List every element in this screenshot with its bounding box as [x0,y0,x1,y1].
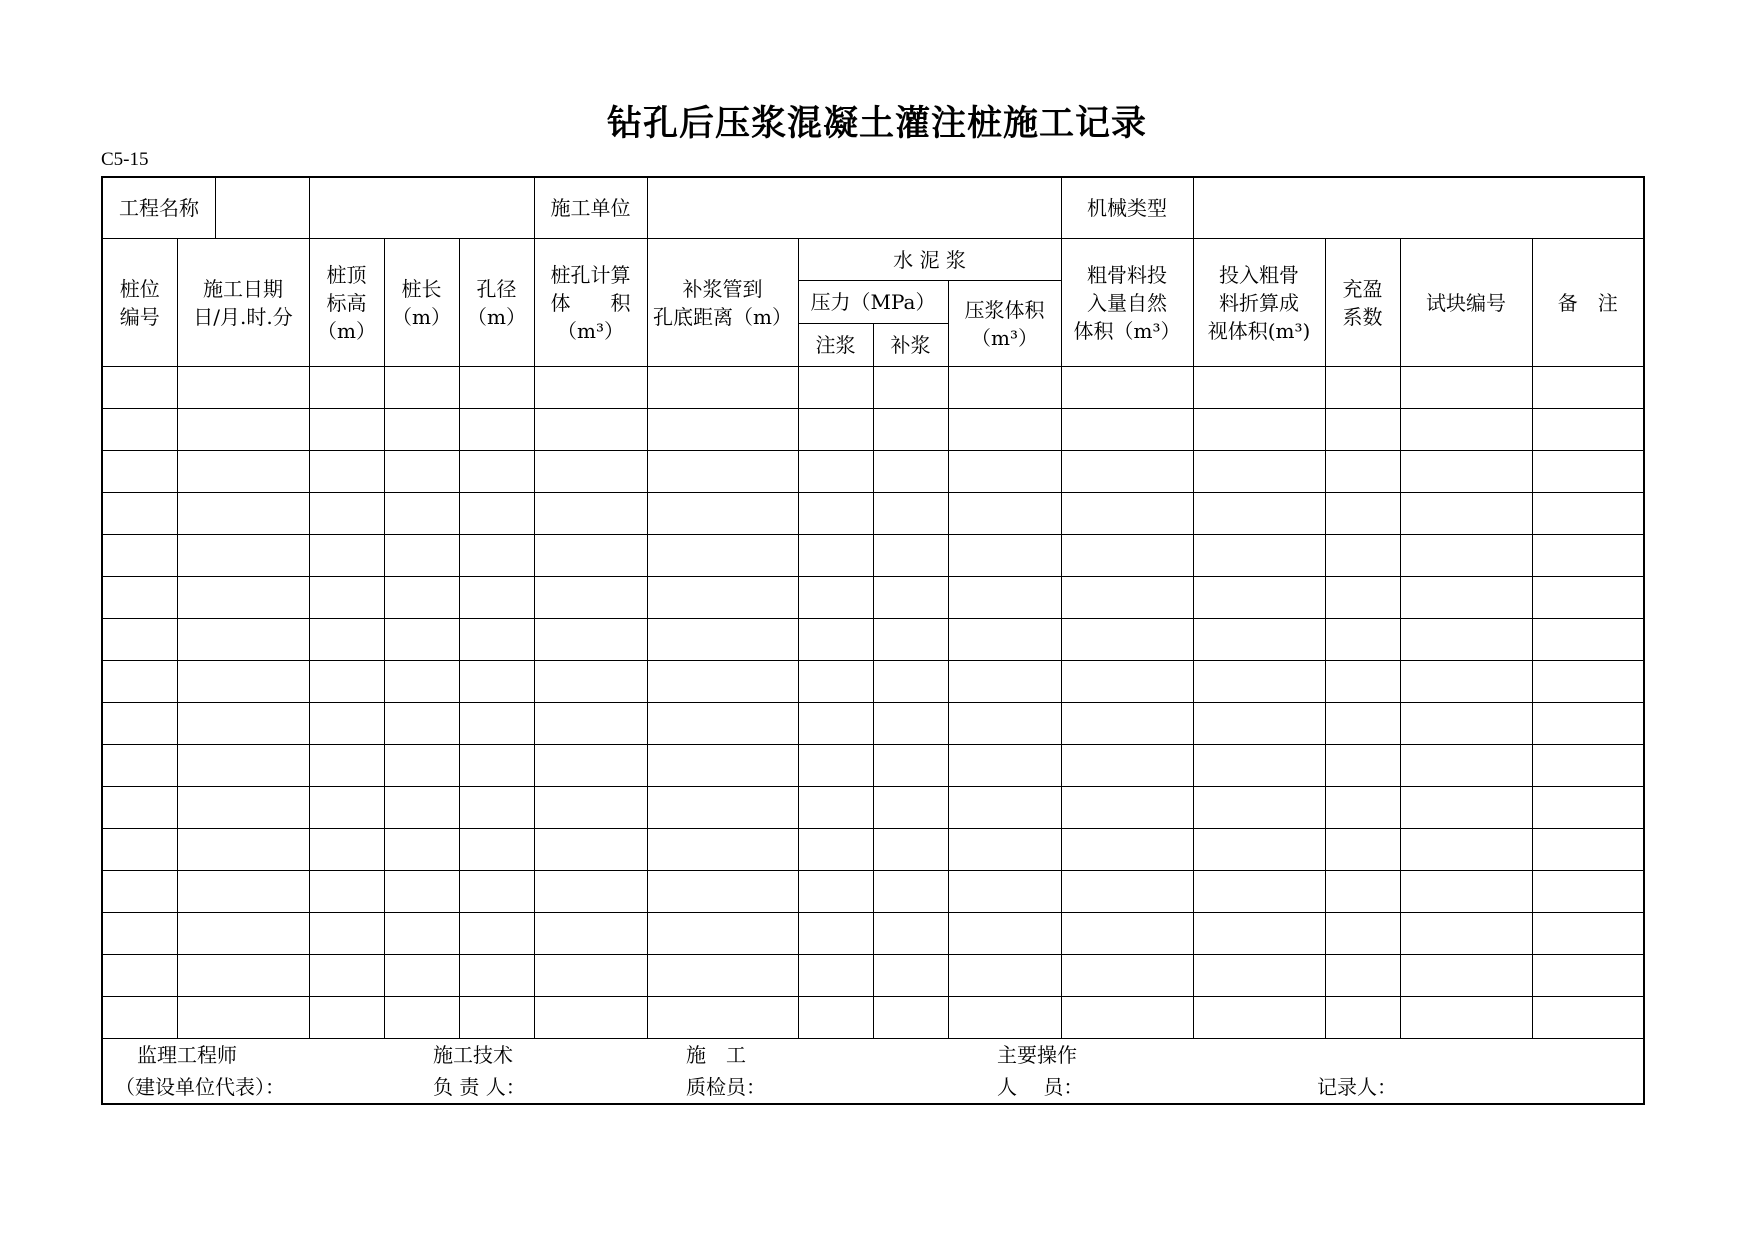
table-cell[interactable] [948,913,1061,955]
table-cell[interactable] [177,913,309,955]
table-cell[interactable] [1325,577,1400,619]
col-remarks: 备 注 [1532,239,1644,367]
table-cell[interactable] [873,367,948,409]
table-cell[interactable] [1061,997,1193,1039]
table-cell[interactable] [534,913,647,955]
table-cell[interactable] [102,367,177,409]
col-cement-slurry: 水 泥 浆 [798,239,1061,281]
table-cell[interactable] [1061,829,1193,871]
qc-label-2: 质检员： [686,1075,766,1099]
table-cell[interactable] [102,409,177,451]
table-cell[interactable] [102,871,177,913]
table-cell[interactable] [309,871,384,913]
col-diameter: 孔径 （m） [459,239,534,367]
table-cell[interactable] [309,913,384,955]
table-cell[interactable] [459,493,534,535]
table-cell[interactable] [798,703,873,745]
col-coarse-compacted: 投入粗骨 料折算成 视体积(m³) [1193,239,1325,367]
table-row [102,745,1644,787]
table-cell[interactable] [1400,829,1532,871]
table-cell[interactable] [647,997,798,1039]
table-cell[interactable] [1061,871,1193,913]
table-row [102,829,1644,871]
table-cell[interactable] [647,661,798,703]
col-sample-no: 试块编号 [1400,239,1532,367]
table-cell[interactable] [459,913,534,955]
table-cell[interactable] [948,829,1061,871]
table-cell[interactable] [384,409,459,451]
table-cell[interactable] [948,703,1061,745]
table-cell[interactable] [384,997,459,1039]
table-cell[interactable] [798,871,873,913]
table-cell[interactable] [1193,661,1325,703]
table-cell[interactable] [948,493,1061,535]
table-cell[interactable] [102,955,177,997]
table-cell[interactable] [948,619,1061,661]
table-cell[interactable] [873,787,948,829]
table-cell[interactable] [873,493,948,535]
col-pressure: 压力（MPa） [798,281,948,324]
table-cell[interactable] [798,829,873,871]
table-cell[interactable] [459,997,534,1039]
supervisor-label-2: （建设单位代表）： [115,1075,285,1099]
table-row [102,661,1644,703]
table-cell[interactable] [1061,451,1193,493]
table-row [102,703,1644,745]
table-cell[interactable] [177,703,309,745]
table-cell[interactable] [534,409,647,451]
table-cell[interactable] [1325,745,1400,787]
table-cell[interactable] [948,535,1061,577]
table-row [102,451,1644,493]
form-code: C5-15 [101,149,149,170]
info-row [102,177,1644,239]
table-cell[interactable] [1325,535,1400,577]
table-cell[interactable] [309,745,384,787]
table-cell[interactable] [384,871,459,913]
table-cell[interactable] [647,409,798,451]
machine-type-label: 机械类型 [1061,177,1193,239]
table-cell[interactable] [1532,703,1644,745]
table-cell[interactable] [1532,535,1644,577]
table-cell[interactable] [177,871,309,913]
table-cell[interactable] [948,661,1061,703]
table-cell[interactable] [798,367,873,409]
table-cell[interactable] [1532,367,1644,409]
table-cell[interactable] [1400,535,1532,577]
col-coarse-natural: 粗骨料投 入量自然 体积（m³） [1061,239,1193,367]
table-cell[interactable] [102,451,177,493]
table-cell[interactable] [309,409,384,451]
table-cell[interactable] [384,493,459,535]
table-cell[interactable] [1061,493,1193,535]
table-row [102,367,1644,409]
table-cell[interactable] [948,955,1061,997]
table-cell[interactable] [1400,493,1532,535]
table-cell[interactable] [534,493,647,535]
tech-lead-label-1: 施工技术 [433,1043,513,1067]
table-cell[interactable] [309,367,384,409]
table-cell[interactable] [534,661,647,703]
table-cell[interactable] [798,409,873,451]
table-cell[interactable] [1061,913,1193,955]
table-cell[interactable] [1325,703,1400,745]
col-grout-volume: 压浆体积 （m³） [948,281,1061,367]
table-cell[interactable] [1400,745,1532,787]
table-cell[interactable] [1325,661,1400,703]
table-cell[interactable] [1193,451,1325,493]
table-cell[interactable] [177,997,309,1039]
table-cell[interactable] [459,955,534,997]
table-cell[interactable] [177,787,309,829]
table-cell[interactable] [873,745,948,787]
table-cell[interactable] [647,829,798,871]
table-cell[interactable] [647,787,798,829]
table-cell[interactable] [534,367,647,409]
table-cell[interactable] [647,451,798,493]
table-cell[interactable] [534,619,647,661]
table-cell[interactable] [1532,451,1644,493]
col-date: 施工日期 日/月.时.分 [177,239,309,367]
table-cell[interactable] [798,745,873,787]
table-cell[interactable] [647,535,798,577]
recorder-label: 记录人： [1317,1075,1397,1099]
table-cell[interactable] [647,871,798,913]
table-cell[interactable] [177,577,309,619]
table-cell[interactable] [534,703,647,745]
table-cell[interactable] [873,619,948,661]
table-cell[interactable] [647,619,798,661]
table-cell[interactable] [1325,619,1400,661]
construction-unit-field[interactable] [647,177,1061,239]
table-cell[interactable] [459,367,534,409]
signature-row [102,1039,1644,1105]
table-cell[interactable] [1061,703,1193,745]
table-cell[interactable] [309,451,384,493]
table-cell[interactable] [459,745,534,787]
table-cell[interactable] [647,577,798,619]
table-cell[interactable] [309,703,384,745]
table-cell[interactable] [647,493,798,535]
table-cell[interactable] [1400,367,1532,409]
table-cell[interactable] [647,703,798,745]
table-cell[interactable] [1325,997,1400,1039]
table-row [102,997,1644,1039]
table-cell[interactable] [102,997,177,1039]
project-name-label: 工程名称 [103,178,216,238]
table-cell[interactable] [459,535,534,577]
table-cell[interactable] [309,955,384,997]
table-cell[interactable] [1061,535,1193,577]
table-cell[interactable] [459,409,534,451]
table-cell[interactable] [459,577,534,619]
table-cell[interactable] [177,619,309,661]
table-cell[interactable] [873,409,948,451]
table-cell[interactable] [1400,871,1532,913]
table-cell[interactable] [798,787,873,829]
table-cell[interactable] [873,451,948,493]
table-cell[interactable] [102,703,177,745]
tech-lead-label-2: 负 责 人： [433,1075,526,1099]
table-cell[interactable] [1061,409,1193,451]
col-grout-inject: 注浆 [798,324,873,367]
table-cell[interactable] [1193,997,1325,1039]
table-cell[interactable] [873,997,948,1039]
table-cell[interactable] [534,535,647,577]
table-cell[interactable] [384,367,459,409]
table-cell[interactable] [798,661,873,703]
table-cell[interactable] [1325,409,1400,451]
table-cell[interactable] [384,829,459,871]
qc-label-1: 施 工 [686,1043,746,1067]
table-cell[interactable] [177,829,309,871]
table-cell[interactable] [798,997,873,1039]
table-cell[interactable] [1061,955,1193,997]
table-cell[interactable] [384,745,459,787]
table-cell[interactable] [1193,703,1325,745]
table-cell[interactable] [647,955,798,997]
table-cell[interactable] [534,787,647,829]
table-cell[interactable] [177,451,309,493]
table-cell[interactable] [534,997,647,1039]
table-cell[interactable] [1193,913,1325,955]
table-cell[interactable] [309,829,384,871]
col-top-elev: 桩顶 标高 （m） [309,239,384,367]
project-name-field-ext[interactable] [309,177,534,239]
table-cell[interactable] [309,619,384,661]
col-length: 桩长 （m） [384,239,459,367]
table-cell[interactable] [1532,913,1644,955]
table-cell[interactable] [177,745,309,787]
table-cell[interactable] [873,955,948,997]
document-title: 钻孔后压浆混凝土灌注桩施工记录 [606,104,1147,144]
table-cell[interactable] [1325,829,1400,871]
table-cell[interactable] [102,661,177,703]
table-cell[interactable] [1325,955,1400,997]
table-cell[interactable] [309,661,384,703]
table-cell[interactable] [534,829,647,871]
table-cell[interactable] [384,535,459,577]
header-row-1 [102,239,1644,281]
table-cell[interactable] [459,703,534,745]
table-cell[interactable] [309,997,384,1039]
table-cell[interactable] [1400,661,1532,703]
table-cell[interactable] [873,577,948,619]
table-cell[interactable] [309,493,384,535]
table-cell[interactable] [1193,871,1325,913]
table-cell[interactable] [1532,619,1644,661]
table-cell[interactable] [384,703,459,745]
table-cell[interactable] [1193,493,1325,535]
table-cell[interactable] [798,451,873,493]
table-cell[interactable] [102,535,177,577]
table-cell[interactable] [873,913,948,955]
table-cell[interactable] [1061,787,1193,829]
table-cell[interactable] [1532,997,1644,1039]
table-cell[interactable] [102,913,177,955]
table-row [102,577,1644,619]
table-cell[interactable] [177,955,309,997]
table-cell[interactable] [948,577,1061,619]
operator-label-2: 人 员： [997,1075,1084,1099]
table-row [102,535,1644,577]
table-cell[interactable] [798,619,873,661]
table-cell[interactable] [102,619,177,661]
table-cell[interactable] [948,367,1061,409]
table-cell[interactable] [948,787,1061,829]
table-cell[interactable] [309,535,384,577]
table-cell[interactable] [309,577,384,619]
table-cell[interactable] [177,367,309,409]
table-cell[interactable] [1400,409,1532,451]
table-cell[interactable] [873,661,948,703]
table-cell[interactable] [1061,745,1193,787]
table-cell[interactable] [1325,871,1400,913]
table-cell[interactable] [1325,913,1400,955]
col-grout-refill: 补浆 [873,324,948,367]
table-cell[interactable] [798,535,873,577]
table-cell[interactable] [1325,787,1400,829]
table-cell[interactable] [873,871,948,913]
operator-label-1: 主要操作 [997,1043,1077,1067]
table-cell[interactable] [798,955,873,997]
table-cell[interactable] [177,493,309,535]
table-cell[interactable] [798,913,873,955]
table-cell[interactable] [177,409,309,451]
table-cell[interactable] [534,871,647,913]
col-calc-volume: 桩孔计算 体 积 （m³） [534,239,647,367]
table-cell[interactable] [459,619,534,661]
table-cell[interactable] [1061,367,1193,409]
table-cell[interactable] [1532,745,1644,787]
col-fill-factor: 充盈 系数 [1325,239,1400,367]
table-cell[interactable] [873,829,948,871]
table-cell[interactable] [948,451,1061,493]
table-cell[interactable] [384,955,459,997]
table-cell[interactable] [873,703,948,745]
table-cell[interactable] [1532,409,1644,451]
table-row [102,871,1644,913]
col-pipe-distance: 补浆管到 孔底距离（m） [647,239,798,367]
table-cell[interactable] [102,745,177,787]
table-row [102,619,1644,661]
table-cell[interactable] [384,787,459,829]
table-cell[interactable] [948,409,1061,451]
table-cell[interactable] [177,535,309,577]
table-cell[interactable] [1193,535,1325,577]
table-cell[interactable] [1400,577,1532,619]
table-cell[interactable] [384,451,459,493]
table-cell[interactable] [102,493,177,535]
table-cell[interactable] [177,661,309,703]
table-cell[interactable] [384,577,459,619]
table-cell[interactable] [534,451,647,493]
table-cell[interactable] [1400,703,1532,745]
table-cell[interactable] [1400,451,1532,493]
table-cell[interactable] [1400,619,1532,661]
table-cell[interactable] [1193,829,1325,871]
table-cell[interactable] [948,745,1061,787]
table-cell[interactable] [1325,367,1400,409]
table-cell[interactable] [798,577,873,619]
table-cell[interactable] [1193,787,1325,829]
table-cell[interactable] [1061,661,1193,703]
table-cell[interactable] [1193,367,1325,409]
col-pile-no: 桩位 编号 [102,239,177,367]
table-cell[interactable] [1193,619,1325,661]
table-cell[interactable] [102,787,177,829]
table-row [102,913,1644,955]
project-name-field[interactable] [216,178,309,238]
table-row [102,787,1644,829]
table-cell[interactable] [1532,493,1644,535]
table-cell[interactable] [459,871,534,913]
data-rows [102,367,1644,1039]
supervisor-label-1: 监理工程师 [137,1043,237,1067]
table-row [102,493,1644,535]
table-cell[interactable] [1532,787,1644,829]
table-cell[interactable] [1061,619,1193,661]
table-cell[interactable] [534,955,647,997]
table-cell[interactable] [1532,661,1644,703]
table-cell[interactable] [1400,787,1532,829]
table-cell[interactable] [1193,955,1325,997]
table-cell[interactable] [1532,829,1644,871]
table-cell[interactable] [459,829,534,871]
table-cell[interactable] [1400,955,1532,997]
table-cell[interactable] [1400,997,1532,1039]
table-cell[interactable] [309,787,384,829]
table-cell[interactable] [873,535,948,577]
table-cell[interactable] [459,451,534,493]
construction-unit-label: 施工单位 [534,177,647,239]
table-cell[interactable] [534,577,647,619]
table-cell[interactable] [102,577,177,619]
table-cell[interactable] [647,745,798,787]
table-cell[interactable] [1193,745,1325,787]
machine-type-field[interactable] [1193,177,1644,239]
table-cell[interactable] [459,787,534,829]
table-cell[interactable] [1193,577,1325,619]
table-cell[interactable] [102,829,177,871]
construction-record-table [101,176,1645,1105]
table-cell[interactable] [384,619,459,661]
table-cell[interactable] [1532,955,1644,997]
table-cell[interactable] [948,871,1061,913]
table-cell[interactable] [948,997,1061,1039]
table-cell[interactable] [384,661,459,703]
table-cell[interactable] [647,367,798,409]
table-cell[interactable] [1193,409,1325,451]
table-cell[interactable] [534,745,647,787]
table-cell[interactable] [1325,451,1400,493]
table-cell[interactable] [1061,577,1193,619]
table-row [102,955,1644,997]
table-cell[interactable] [1325,493,1400,535]
table-row [102,409,1644,451]
table-cell[interactable] [1400,913,1532,955]
table-cell[interactable] [384,913,459,955]
table-cell[interactable] [459,661,534,703]
table-cell[interactable] [647,913,798,955]
table-cell[interactable] [798,493,873,535]
table-cell[interactable] [1532,871,1644,913]
table-cell[interactable] [1532,577,1644,619]
